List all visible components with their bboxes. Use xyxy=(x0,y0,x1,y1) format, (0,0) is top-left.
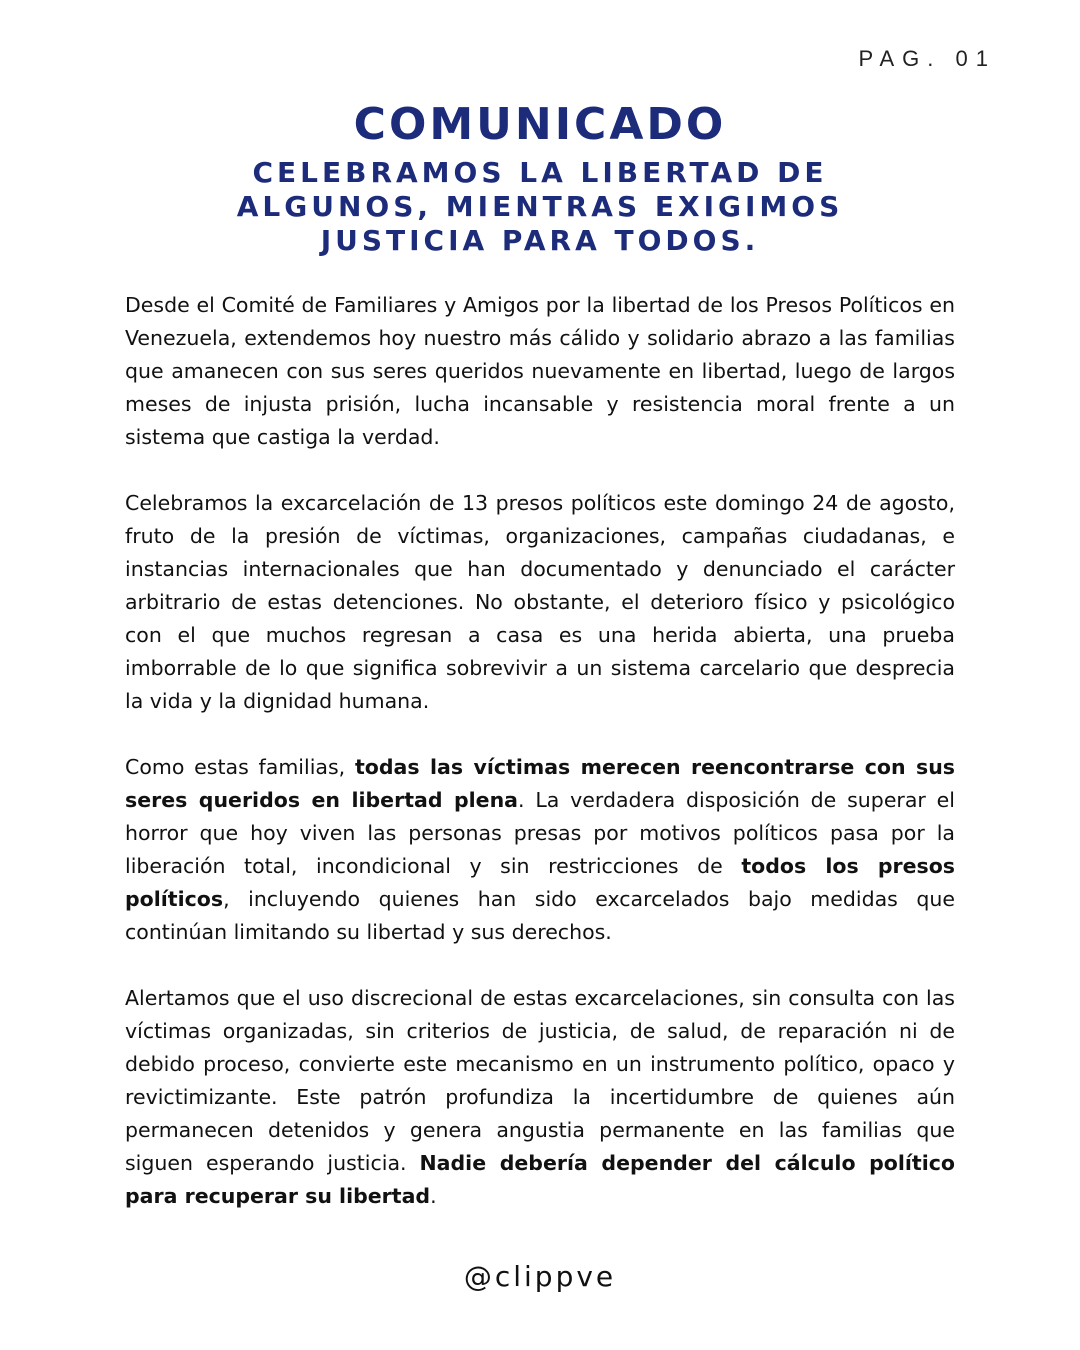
paragraph-text: . La verdadera disposición de superar el horror que hoy viven las personas presas por motivos políticos pasa por la liberación total, incondicional y sin restricciones de xyxy=(125,788,955,878)
paragraph-emphasis: todos los presos políticos xyxy=(125,854,955,911)
paragraph-emphasis: todas las víctimas merecen reencontrarse con sus seres queridos en libertad plena xyxy=(125,755,956,812)
paragraph-emphasis: Nadie debería depender del cálculo político para recuperar su libertad xyxy=(125,1151,955,1208)
header xyxy=(0,98,1080,258)
subtitle xyxy=(0,156,1080,258)
page-number: PAG. 01 xyxy=(858,46,996,71)
paragraph-text: Alertamos que el uso discrecional de estas excarcelaciones, sin consulta con las víctimas organizadas, sin criterios de justicia, de salud, de reparación ni de debido proceso, convierte este mecanismo en un instrumento político, opaco y revictimizante. Este patrón profundiza la incertidumbre de quienes aún permanecen detenidos y genera angustia permanente en las familias que siguen esperando justicia. xyxy=(125,986,955,1175)
paragraph-text: Celebramos la excarcelación de 13 presos políticos este domingo 24 de agosto, fruto de la presión de víctimas, organizaciones, campañas ciudadanas, e instancias internacionales que han documentado y denunciado el carácter arbitrario de estas detenciones. No obstante, el deterioro físico y psicológico con el que muchos regresan a casa es una herida abierta, una prueba imborrable de lo que significa sobrevivir a un sistema carcelario que desprecia la vida y la dignidad humana. xyxy=(125,491,955,713)
paragraph-1 xyxy=(125,289,955,454)
paragraph-text: Desde el Comité de Familiares y Amigos por la libertad de los Presos Políticos en Venezuela, extendemos hoy nuestro más cálido y solidario abrazo a las familias que amanecen con sus seres queridos nuevamente en libertad, luego de largos meses de injusta prisión, lucha incansable y resistencia moral frente a un sistema que castiga la verdad. xyxy=(125,293,955,449)
subtitle-line: JUSTICIA PARA TODOS. xyxy=(320,224,760,257)
paragraph-2 xyxy=(125,487,955,718)
subtitle-line: CELEBRAMOS LA LIBERTAD DE xyxy=(252,156,828,189)
paragraph-text: , incluyendo quienes han sido excarcelados bajo medidas que continúan limitando su libertad y sus derechos. xyxy=(125,887,955,944)
paragraph-3 xyxy=(125,751,955,949)
social-handle: @clippve xyxy=(463,1260,617,1293)
statement-body xyxy=(125,289,955,1246)
paragraph-4 xyxy=(125,982,955,1213)
paragraph-text: Como estas familias, xyxy=(125,755,355,779)
page-title: COMUNICADO xyxy=(353,99,727,150)
subtitle-line: ALGUNOS, MIENTRAS EXIGIMOS xyxy=(236,190,844,223)
paragraph-text: . xyxy=(430,1184,437,1208)
